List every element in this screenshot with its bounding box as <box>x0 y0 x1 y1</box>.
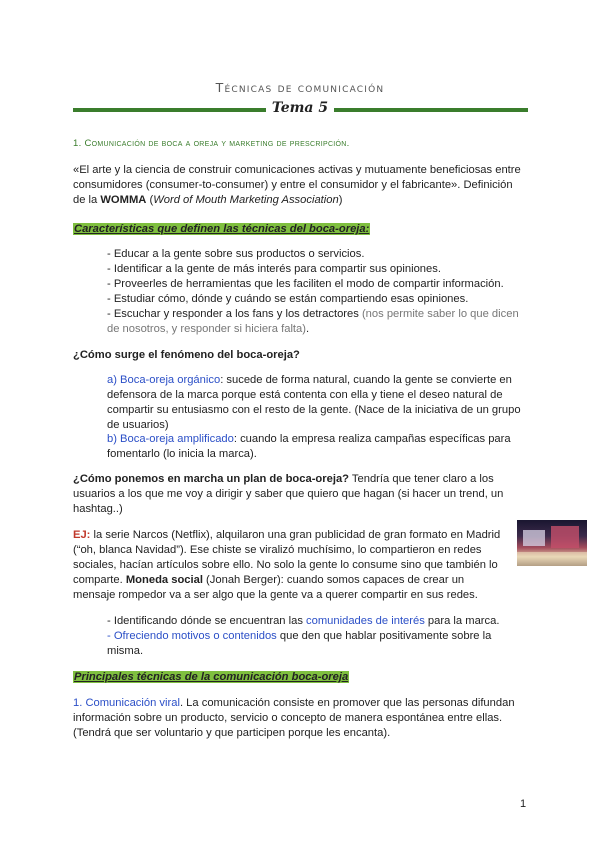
womma-full-name: Word of Mouth Marketing Association <box>153 194 339 206</box>
plan-text: Tendría que tener claro a los usuarios a los que me voy a dirigir y saber que quiero que hagan (si hacer un trend, un hashtag..) <box>73 473 504 515</box>
photo-billboard <box>551 526 579 548</box>
list-item: - Estudiar cómo, dónde y cuándo se están compartiendo esas opiniones. <box>107 293 469 305</box>
list-item: - Identificar a la gente de más interés para compartir sus opiniones. <box>107 263 441 275</box>
motivos-link: - Ofreciendo motivos o contenidos <box>107 630 277 642</box>
comunicacion-viral-label: 1. Comunicación viral <box>73 697 180 709</box>
list-item: - Educar a la gente sobre sus productos o servicios. <box>107 248 365 260</box>
caracteristicas-heading: Características que definen las técnicas del boca-oreja: <box>74 223 370 235</box>
caracteristicas-list <box>107 247 527 337</box>
organico-text: : sucede de forma natural, cuando la gente se convierte en defensora de la marca porque está contenta con ella y tiene el deseo natural de compartir su entusiasmo con el resto de la gente. (Nace de la iniciativa de un grupo de usuarios) <box>107 374 521 431</box>
list-item-text: - Escuchar y responder a los fans y los detractores <box>107 308 362 320</box>
photo-lights <box>517 552 587 566</box>
surge-item-b <box>107 432 527 462</box>
narcos-billboard-photo <box>517 520 587 566</box>
list-item <box>107 307 527 337</box>
list-item <box>107 629 527 659</box>
list-item-text: que den que hablar positivamente sobre la misma. <box>107 630 492 657</box>
list-item-note: (nos permite saber lo que dicen de nosotros, y responder si hiciera falta) <box>107 308 519 335</box>
surge-item-a <box>107 373 527 433</box>
plan-heading: ¿Cómo ponemos en marcha un plan de boca-oreja? <box>73 473 350 485</box>
definition-paragraph <box>73 163 528 208</box>
list-item: - Proveerles de herramientas que les faciliten el modo de compartir información. <box>107 278 504 290</box>
principales-heading: Principales técnicas de la comunicación boca-oreja <box>74 671 349 683</box>
definition-text: «El arte y la ciencia de construir comunicaciones activas y mutuamente beneficiosas entre consumidores (consumer-to-consumer) y entre el consumidor y el fabricante». Definición de la <box>73 164 521 206</box>
list-item <box>107 614 527 629</box>
list-item-text: - Identificando dónde se encuentran las <box>107 615 307 627</box>
photo-building <box>523 530 545 546</box>
amplificado-text: : cuando la empresa realiza campañas específicas para fomentarlo (lo inicia la marca). <box>107 433 511 460</box>
moneda-social: Moneda social <box>125 574 203 586</box>
section-title: 1. Comunicación de boca a oreja y marketing de prescripción. <box>73 138 350 149</box>
ejemplo-label: EJ: <box>73 529 91 541</box>
page-number: 1 <box>520 798 527 810</box>
tema-label <box>0 100 600 116</box>
document-header-title: Técnicas de comunicación <box>215 80 385 95</box>
bullets-list-2 <box>107 614 527 659</box>
principales-heading-block <box>73 670 528 685</box>
plan-paragraph <box>73 472 528 517</box>
ejemplo-text-2: (Jonah Berger): cuando somos capaces de crear un mensaje rompedor va a ser algo que la gente va a querer compartir en sus redes. <box>73 574 478 601</box>
paren-close: ) <box>338 194 343 206</box>
paren-open: ( <box>146 194 154 206</box>
ejemplo-paragraph <box>73 528 509 603</box>
surge-heading: ¿Cómo surge el fenómeno del boca-oreja? <box>73 349 300 361</box>
tema-text: Tema 5 <box>266 100 334 116</box>
list-item-end: . <box>306 323 310 335</box>
amplificado-label: b) Boca-oreja amplificado <box>107 433 234 445</box>
womma-acronym: WOMMA <box>100 194 147 206</box>
list-item-text: para la marca. <box>424 615 500 627</box>
principales-item-1 <box>73 696 528 741</box>
ejemplo-text: la serie Narcos (Netflix), alquilaron una gran publicidad de gran formato en Madrid (“oh, blanca Navidad”). Ese chiste se viralizó muchísimo, lo compartieron en redes sociales, hacían artículos sobre ello. No solo la gente lo consume sino que también lo comparte. <box>73 529 501 586</box>
organico-label: a) Boca-oreja orgánico <box>107 374 221 386</box>
caracteristicas-heading-block <box>73 222 528 237</box>
comunidades-link: comunidades de interés <box>306 615 425 627</box>
comunicacion-viral-text: . La comunicación consiste en promover que las personas difundan información sobre un producto, servicio o concepto de manera espontánea entre ellas. (Tendrá que ser voluntario y que participen porque les encanta). <box>73 697 515 739</box>
